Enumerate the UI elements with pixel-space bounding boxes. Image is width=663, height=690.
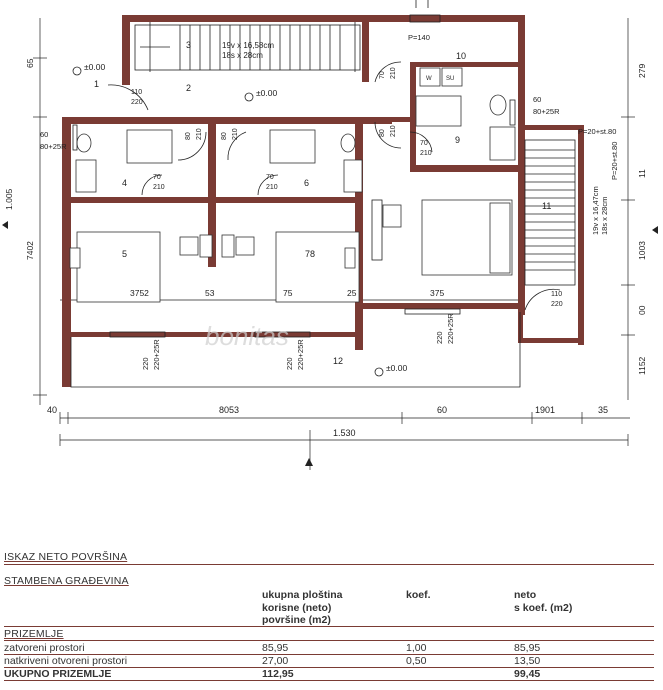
dim-right-00: 00 <box>637 305 647 315</box>
window-label-220-25r-c: 220+25R <box>446 313 455 344</box>
appliance-su: SU <box>446 76 455 82</box>
door-110-label-a: 110 <box>131 89 143 96</box>
window-label-ext-2: P=20+st.80 <box>610 141 619 180</box>
header-neto-line-2: s koef. (m2) <box>514 601 573 614</box>
row-2-koef: 0,50 <box>406 655 427 667</box>
level-marker-3: ±0.00 <box>386 363 408 373</box>
door-80-label-b: 80 <box>221 132 228 140</box>
door-210-label-c: 210 <box>153 184 165 191</box>
dim-bottom-35: 35 <box>598 405 609 415</box>
level-marker-1: ±0.00 <box>84 62 106 72</box>
total-area: 112,95 <box>262 668 294 680</box>
total-label: UKUPNO PRIZEMLJE <box>4 668 112 680</box>
rule <box>4 626 654 627</box>
rule <box>4 564 654 565</box>
row-2-neto: 13,50 <box>514 655 541 667</box>
header-area <box>262 589 343 627</box>
row-1-koef: 1,00 <box>406 642 427 654</box>
rule <box>4 680 654 681</box>
room-label-11: 11 <box>542 201 552 211</box>
room-label-6: 6 <box>304 178 310 188</box>
row-1-area: 85,95 <box>262 642 289 654</box>
rule <box>4 640 654 641</box>
window-label-60-b: 60 <box>533 95 542 104</box>
dim-bottom-8053: 8053 <box>219 405 240 415</box>
side-dimensions <box>4 58 647 375</box>
row-1-neto: 85,95 <box>514 642 541 654</box>
main-stairs <box>135 25 360 70</box>
door-80-label-a: 80 <box>185 132 192 140</box>
dim-right-1152: 1152 <box>637 356 647 375</box>
table-title: ISKAZ NETO POVRŠINA <box>4 551 128 563</box>
room-label-4: 4 <box>122 178 128 188</box>
header-neto-line-1: neto <box>514 589 537 601</box>
door-210-label-b: 210 <box>232 128 239 140</box>
dim-bottom-60: 60 <box>437 405 448 415</box>
header-koef: koef. <box>406 589 431 601</box>
dim-right-1003: 1003 <box>637 241 647 260</box>
room-label-12: 12 <box>333 356 344 366</box>
dim-bottom-40: 40 <box>47 405 58 415</box>
header-neto <box>514 589 572 614</box>
total-neto: 99,45 <box>514 668 541 680</box>
dim-left-7402: 7402 <box>25 241 35 260</box>
window-label-220-25r-b: 220+25R <box>296 339 305 370</box>
door-210-label-g: 210 <box>390 125 397 137</box>
room-label-3: 3 <box>186 40 192 50</box>
header-area-line-2: korisne (neto) <box>262 601 332 614</box>
stairs-main-line-1: 19v x 16,58cm <box>222 41 275 50</box>
door-210-label-e: 210 <box>390 67 397 79</box>
header-area-line-3: površine (m2) <box>262 614 331 626</box>
room-label-2: 2 <box>186 83 192 93</box>
window-label-80-25r-b: 80+25R <box>533 107 560 116</box>
external-stairs <box>525 127 619 285</box>
door-70-label-b: 70 <box>266 174 274 181</box>
section-title: PRIZEMLJE <box>4 628 64 640</box>
dim-left-65: 65 <box>25 58 35 68</box>
dim-inner-3752: 3752 <box>130 288 149 298</box>
dim-right-279: 279 <box>637 63 647 78</box>
dim-right-11: 11 <box>637 169 647 178</box>
stairs-main-line-2: 18s x 28cm <box>222 51 263 60</box>
door-210-label-f: 210 <box>420 150 432 157</box>
row-2-area: 27,00 <box>262 655 289 667</box>
room-label-5: 5 <box>122 249 128 259</box>
appliance-w: W <box>426 76 432 82</box>
door-220-label-a: 220 <box>131 99 143 106</box>
stairs-ext-line-1: 19v x 16,47cm <box>591 186 600 235</box>
dim-inner-375: 375 <box>430 288 445 298</box>
window-label-p140: P=140 <box>408 33 430 42</box>
window-label-ext-1: P=20+st.80 <box>578 127 617 136</box>
row-2-label: natkriveni otvoreni prostori <box>4 655 128 667</box>
watermark: bonitas <box>205 321 289 351</box>
dim-left-1005: 1.005 <box>4 188 14 210</box>
room-label-9: 9 <box>455 135 461 145</box>
window-label-220-25r-a: 220+25R <box>152 339 161 370</box>
room-label-1: 1 <box>94 79 100 89</box>
header-area-line-1: ukupna ploština <box>262 589 343 601</box>
door-110-label-b: 110 <box>551 291 563 298</box>
door-70-label-a: 70 <box>153 174 161 181</box>
door-70-label-d: 70 <box>420 140 428 147</box>
door-80-label-c: 80 <box>379 129 386 137</box>
window-label-60-a: 60 <box>40 130 49 139</box>
dim-bottom-1901: 1901 <box>535 405 556 415</box>
door-210-label-d: 210 <box>266 184 278 191</box>
dim-total: 1.530 <box>333 428 356 438</box>
table-subtitle: STAMBENA GRAĐEVINA <box>4 575 129 587</box>
dim-inner-75: 75 <box>283 288 293 298</box>
door-70-label-c: 70 <box>379 71 386 79</box>
inner-dimensions <box>130 288 444 298</box>
bottom-dimensions <box>47 405 608 438</box>
room-label-10: 10 <box>456 51 467 61</box>
window-label-220-a: 220 <box>141 357 150 370</box>
dim-inner-25: 25 <box>347 288 357 298</box>
row-1-label: zatvoreni prostori <box>4 642 85 654</box>
level-marker-2: ±0.00 <box>256 88 278 98</box>
room-label-78: 78 <box>305 249 316 259</box>
window-label-80-25r-a: 80+25R <box>40 142 67 151</box>
door-210-label-a: 210 <box>196 128 203 140</box>
window-label-220-c: 220 <box>435 331 444 344</box>
window-label-220-b: 220 <box>285 357 294 370</box>
stairs-ext-line-2: 18s x 28cm <box>600 196 609 235</box>
door-220-label-b: 220 <box>551 301 563 308</box>
dim-inner-53: 53 <box>205 288 215 298</box>
